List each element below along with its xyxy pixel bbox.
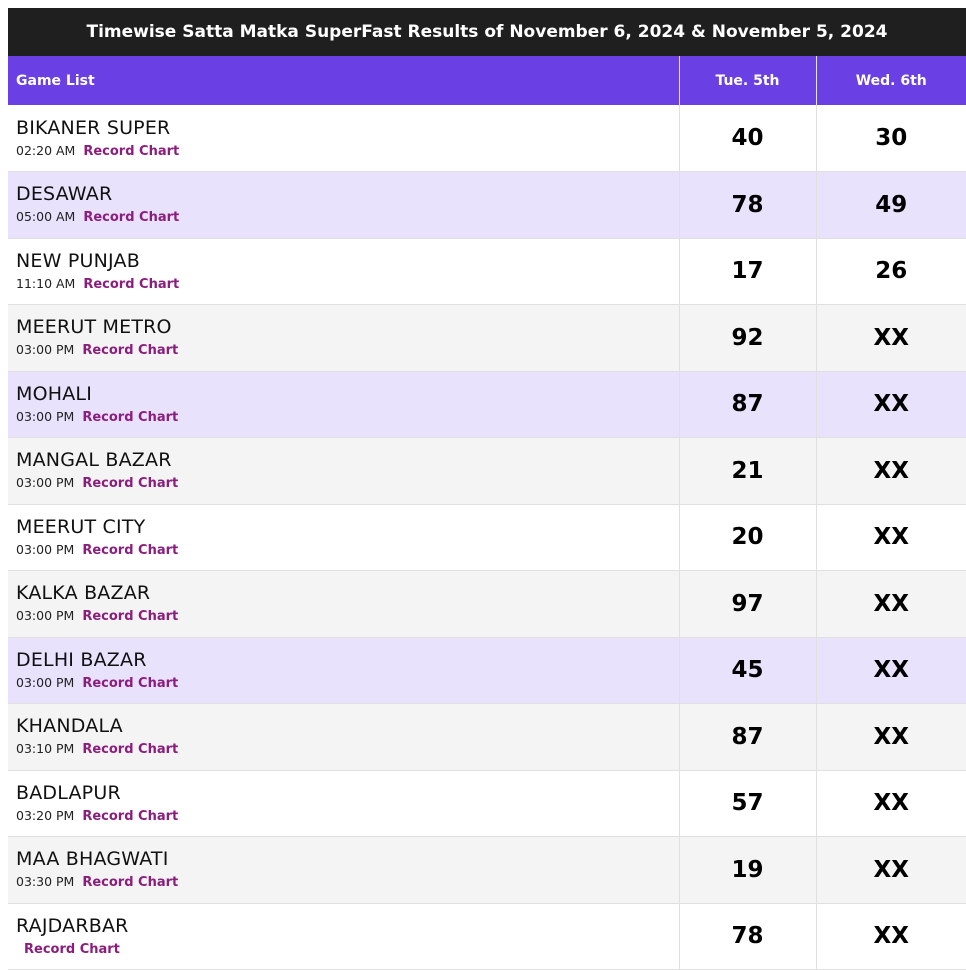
table-row (8, 637, 966, 704)
game-name: BADLAPUR (16, 781, 121, 804)
column-header-game-list: Game List (8, 56, 679, 105)
page-title: Timewise Satta Matka SuperFast Results of November 6, 2024 & November 5, 2024 (8, 8, 966, 56)
game-meta (16, 606, 679, 626)
game-meta (16, 407, 679, 427)
result-wed: XX (873, 391, 909, 418)
table-row (8, 172, 966, 239)
result-tue: 87 (679, 704, 816, 771)
game-meta (16, 340, 679, 360)
game-name: DESAWAR (16, 183, 113, 206)
game-time: 03:00 PM (16, 475, 75, 491)
record-chart-link[interactable]: Record Chart (82, 742, 179, 758)
game-cell (8, 837, 679, 904)
record-chart-link[interactable]: Record Chart (82, 808, 179, 824)
table-row (8, 704, 966, 771)
table-row (8, 438, 966, 505)
table-row (8, 305, 966, 372)
table-row (8, 504, 966, 571)
game-name: RAJDARBAR (16, 914, 129, 937)
game-cell (8, 571, 679, 638)
result-tue: 97 (679, 571, 816, 638)
game-cell (8, 238, 679, 305)
game-time: 03:30 PM (16, 874, 75, 890)
game-cell (8, 903, 679, 970)
result-tue: 40 (679, 105, 816, 172)
result-wed: XX (873, 723, 909, 750)
column-header-tue: Tue. 5th (679, 56, 816, 105)
game-time: 03:00 PM (16, 342, 75, 358)
record-chart-link[interactable]: Record Chart (83, 210, 180, 226)
game-time: 11:10 AM (16, 275, 76, 291)
result-tue: 19 (679, 837, 816, 904)
record-chart-link[interactable]: Record Chart (82, 409, 179, 425)
game-time: 03:00 PM (16, 608, 75, 624)
game-name: KHANDALA (16, 715, 123, 738)
table-row (8, 105, 966, 172)
record-chart-link[interactable]: Record Chart (82, 343, 179, 359)
result-wed: XX (873, 923, 909, 950)
game-time: 03:20 PM (16, 807, 75, 823)
record-chart-link[interactable]: Record Chart (83, 276, 180, 292)
game-meta (16, 673, 679, 693)
table-row (8, 837, 966, 904)
game-time: 03:00 PM (16, 674, 75, 690)
result-tue: 21 (679, 438, 816, 505)
game-name: MEERUT CITY (16, 515, 146, 538)
table-row (8, 371, 966, 438)
record-chart-link[interactable]: Record Chart (82, 476, 179, 492)
result-tue: 45 (679, 637, 816, 704)
game-time: 05:00 AM (16, 209, 76, 225)
result-wed: XX (873, 590, 909, 617)
result-wed: XX (873, 524, 909, 551)
results-table (8, 56, 966, 970)
result-wed: XX (873, 457, 909, 484)
game-time: 03:00 PM (16, 541, 75, 557)
game-meta (16, 872, 679, 892)
game-cell (8, 504, 679, 571)
results-page (8, 8, 966, 957)
result-tue: 92 (679, 305, 816, 372)
result-tue: 78 (679, 903, 816, 970)
column-header-wed: Wed. 6th (816, 56, 966, 105)
result-tue: 17 (679, 238, 816, 305)
game-name: MEERUT METRO (16, 316, 172, 339)
game-name: MOHALI (16, 382, 93, 405)
result-wed: XX (873, 324, 909, 351)
result-wed: 26 (875, 258, 908, 285)
result-tue: 20 (679, 504, 816, 571)
result-wed: XX (873, 657, 909, 684)
game-name: KALKA BAZAR (16, 582, 151, 605)
record-chart-link[interactable]: Record Chart (24, 941, 120, 957)
game-name: MAA BHAGWATI (16, 848, 169, 871)
game-meta (16, 207, 679, 227)
game-cell (8, 770, 679, 837)
result-wed: 30 (875, 125, 908, 151)
record-chart-link[interactable]: Record Chart (82, 875, 179, 891)
result-tue: 78 (679, 172, 816, 239)
game-name: BIKANER SUPER (16, 116, 171, 139)
game-name: NEW PUNJAB (16, 249, 140, 272)
result-wed: XX (873, 856, 909, 883)
record-chart-link[interactable]: Record Chart (82, 675, 179, 691)
game-meta (16, 806, 679, 826)
game-meta (16, 739, 679, 759)
table-row (8, 571, 966, 638)
game-cell (8, 172, 679, 239)
game-cell (8, 305, 679, 372)
table-row (8, 238, 966, 305)
game-meta (16, 540, 679, 560)
game-cell (8, 105, 679, 172)
game-cell (8, 371, 679, 438)
table-row (8, 903, 966, 970)
game-time: 02:20 AM (16, 142, 76, 158)
game-meta (16, 274, 679, 294)
game-name: MANGAL BAZAR (16, 449, 172, 472)
game-name: DELHI BAZAR (16, 648, 147, 671)
game-time: 03:00 PM (16, 408, 75, 424)
record-chart-link[interactable]: Record Chart (83, 143, 180, 159)
game-meta (16, 473, 679, 493)
record-chart-link[interactable]: Record Chart (82, 542, 179, 558)
result-tue: 57 (679, 770, 816, 837)
table-row (8, 770, 966, 837)
game-meta (16, 141, 679, 161)
result-tue: 87 (679, 371, 816, 438)
game-cell (8, 704, 679, 771)
game-time: 03:10 PM (16, 741, 75, 757)
result-wed: XX (873, 790, 909, 817)
game-cell (8, 637, 679, 704)
game-meta (16, 939, 679, 959)
record-chart-link[interactable]: Record Chart (82, 609, 179, 625)
result-wed: 49 (875, 191, 908, 218)
game-cell (8, 438, 679, 505)
table-header-row (8, 56, 966, 105)
